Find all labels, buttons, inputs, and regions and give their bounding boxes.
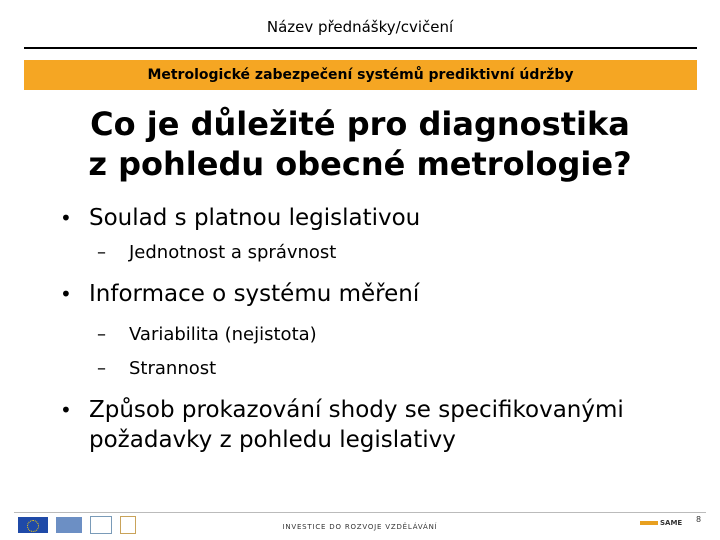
- bullet-text-line-1: Způsob prokazování shody se specifikovanými: [89, 397, 624, 423]
- bullet-item: [55, 395, 695, 455]
- header-divider: [24, 47, 697, 49]
- bullet-dot-icon: •: [60, 206, 72, 230]
- page-number: 8: [696, 515, 702, 524]
- lecture-title: Název přednášky/cvičení: [266, 18, 454, 36]
- bullet-text: Informace o systému měření: [89, 281, 420, 307]
- slide-title: [0, 104, 720, 184]
- sub-bullet-text: Variabilita (nejistota): [129, 324, 317, 345]
- bullet-dot-icon: •: [60, 398, 72, 422]
- bullet-text: Soulad s platnou legislativou: [89, 205, 421, 231]
- course-banner: [24, 60, 697, 90]
- sub-bullet-text: Strannost: [129, 358, 217, 379]
- bullet-item: [55, 279, 695, 309]
- project-logo: [640, 516, 690, 530]
- bullet-item: [55, 203, 695, 233]
- bullet-dot-icon: •: [60, 282, 72, 306]
- bullet-list: [55, 203, 695, 455]
- footer-text: INVESTICE DO ROZVOJE VZDĚLÁVÁNÍ: [282, 523, 438, 531]
- course-banner-text: Metrologické zabezpečení systémů prediktivní údržby: [147, 67, 574, 83]
- slide-title-line-1: Co je důležité pro diagnostika: [90, 105, 630, 143]
- slide-title-line-2: z pohledu obecné metrologie?: [88, 145, 632, 183]
- dash-icon: –: [97, 324, 106, 345]
- sub-bullet-item: [55, 355, 695, 383]
- project-logo-text: SAME: [660, 519, 683, 527]
- bullet-text-line-2: požadavky z pohledu legislativy: [89, 427, 456, 453]
- sub-bullet-item: [55, 321, 695, 349]
- footer-divider: [14, 512, 706, 513]
- project-logo-bar: [640, 521, 658, 525]
- sub-bullet-text: Jednotnost a správnost: [129, 242, 337, 263]
- dash-icon: –: [97, 242, 106, 263]
- dash-icon: –: [97, 358, 106, 379]
- sub-bullet-item: [55, 239, 695, 267]
